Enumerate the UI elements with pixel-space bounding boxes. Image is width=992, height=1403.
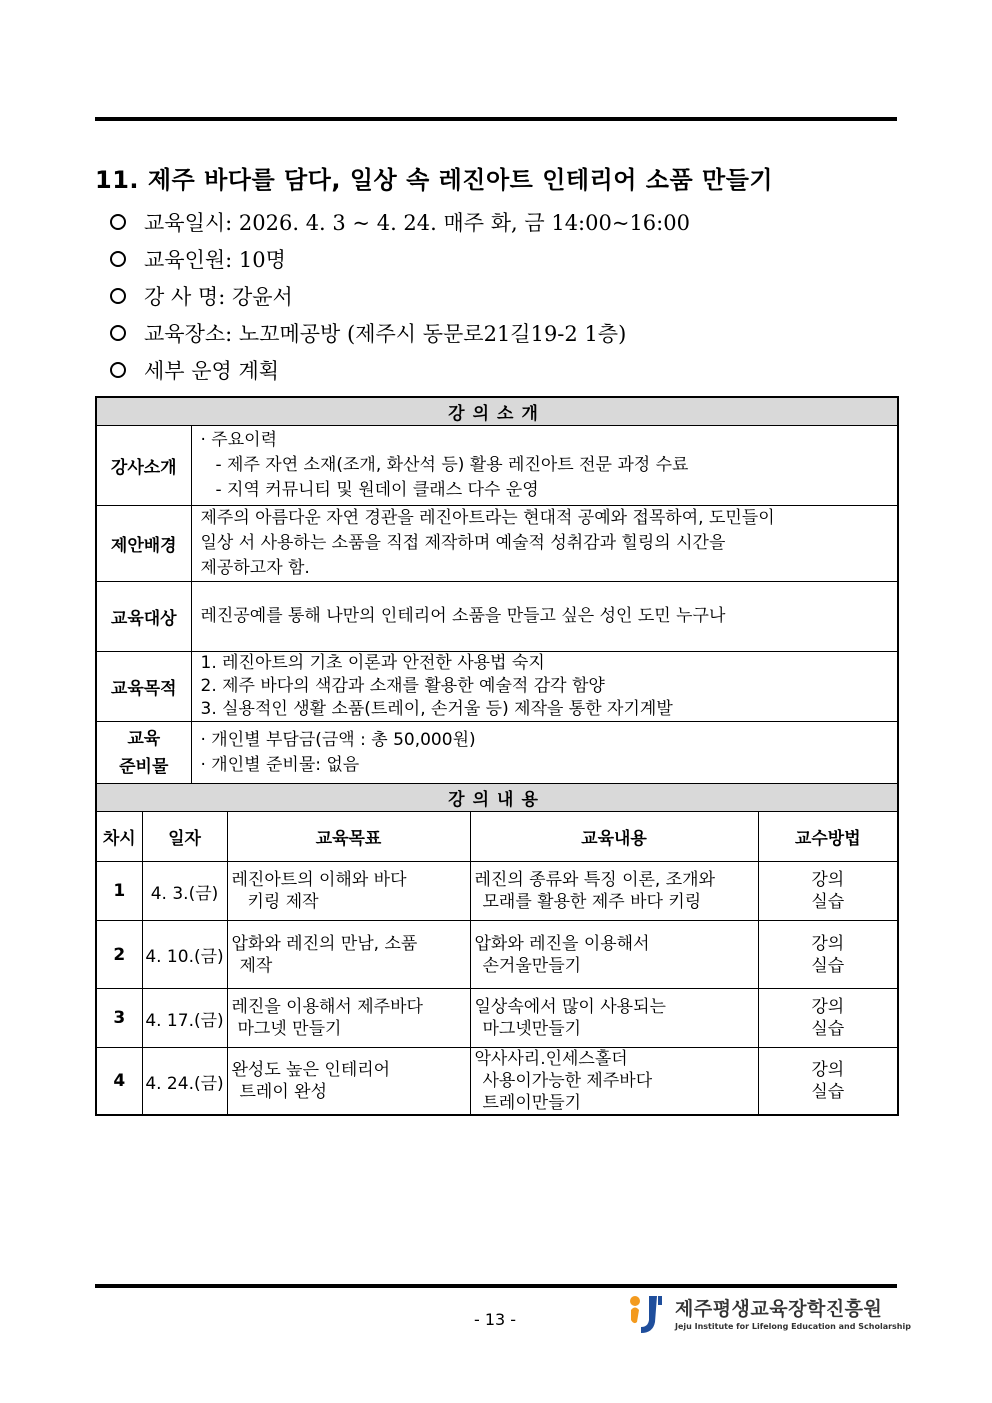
background-label: 제안배경 <box>96 506 191 582</box>
info-item-instructor: 강 사 명: 강윤서 <box>110 277 690 314</box>
instructor-content: · 주요이력 - 제주 자연 소재(조개, 화산석 등) 활용 레진아트 전문 과정 수료 - 지역 커뮤니티 및 원데이 클래스 다수 운영 <box>191 426 898 506</box>
info-item-plan: 세부 운영 계획 <box>110 351 690 388</box>
circle-bullet-icon <box>110 214 126 230</box>
intro-header: 강의소개 <box>96 397 898 426</box>
background-content: 제주의 아름다운 자연 경관을 레진아트라는 현대적 공예와 접목하여, 도민들이 일상 서 사용하는 소품을 직접 제작하며 예술적 성취감과 힐링의 시간을 제공하고자 함. <box>191 506 898 582</box>
instructor-label: 강사소개 <box>96 426 191 506</box>
col-method: 교수방법 <box>758 812 898 862</box>
page-number: - 13 - <box>473 1310 517 1329</box>
logo-mark-icon <box>625 1292 669 1336</box>
col-session: 차시 <box>96 812 142 862</box>
circle-bullet-icon <box>110 251 126 267</box>
goals-label: 교육목적 <box>96 652 191 722</box>
goals-content: 1. 레진아트의 기초 이론과 안전한 사용법 숙지 2. 제주 바다의 색감과 소재를 활용한 예술적 감각 함양 3. 실용적인 생활 소품(트레이, 손거울 등) 제작을 통한 자기계발 <box>191 652 898 722</box>
info-item-location: 교육장소: 노꼬메공방 (제주시 동문로21길19-2 1층) <box>110 314 690 351</box>
bottom-rule <box>95 1284 897 1288</box>
content-column-headers <box>96 812 898 862</box>
content-header: 강의내용 <box>96 784 898 812</box>
info-item-schedule: 교육일시: 2026. 4. 3 ~ 4. 24. 매주 화, 금 14:00~16:00 <box>110 203 690 240</box>
section-title: 11. 제주 바다를 담다, 일상 속 레진아트 인테리어 소품 만들기 <box>95 166 774 194</box>
org-english-name: Jeju Institute for Lifelong Education and Scholarship <box>675 1322 911 1331</box>
circle-bullet-icon <box>110 288 126 304</box>
top-rule <box>95 117 897 121</box>
prep-content: · 개인별 부담금(금액 : 총 50,000원) · 개인별 준비물: 없음 <box>191 722 898 784</box>
info-list <box>110 203 690 388</box>
table-row: 4 4. 24.(금) 완성도 높은 인테리어 트레이 완성 악사사리.인세스홀더 사용이가능한 제주바다 트레이만들기 강의 실습 <box>96 1048 898 1116</box>
circle-bullet-icon <box>110 325 126 341</box>
col-date: 일자 <box>142 812 227 862</box>
info-item-capacity: 교육인원: 10명 <box>110 240 690 277</box>
organization-logo <box>625 1292 911 1336</box>
target-content: 레진공예를 통해 나만의 인테리어 소품을 만들고 싶은 성인 도민 누구나 <box>191 582 898 652</box>
target-label: 교육대상 <box>96 582 191 652</box>
table-row: 2 4. 10.(금) 압화와 레진의 만남, 소품 제작 압화와 레진을 이용해서 손거울만들기 강의 실습 <box>96 921 898 989</box>
table-row: 1 4. 3.(금) 레진아트의 이해와 바다 키링 제작 레진의 종류와 특징 이론, 조개와 모래를 활용한 제주 바다 키링 강의 실습 <box>96 862 898 921</box>
course-plan-table <box>95 396 899 1116</box>
col-content: 교육내용 <box>470 812 758 862</box>
circle-bullet-icon <box>110 362 126 378</box>
org-name: 제주평생교육장학진흥원 <box>675 1298 883 1320</box>
prep-label: 교육 준비물 <box>96 722 191 784</box>
table-row: 3 4. 17.(금) 레진을 이용해서 제주바다 마그넷 만들기 일상속에서 많이 사용되는 마그넷만들기 강의 실습 <box>96 989 898 1048</box>
col-goal: 교육목표 <box>227 812 470 862</box>
